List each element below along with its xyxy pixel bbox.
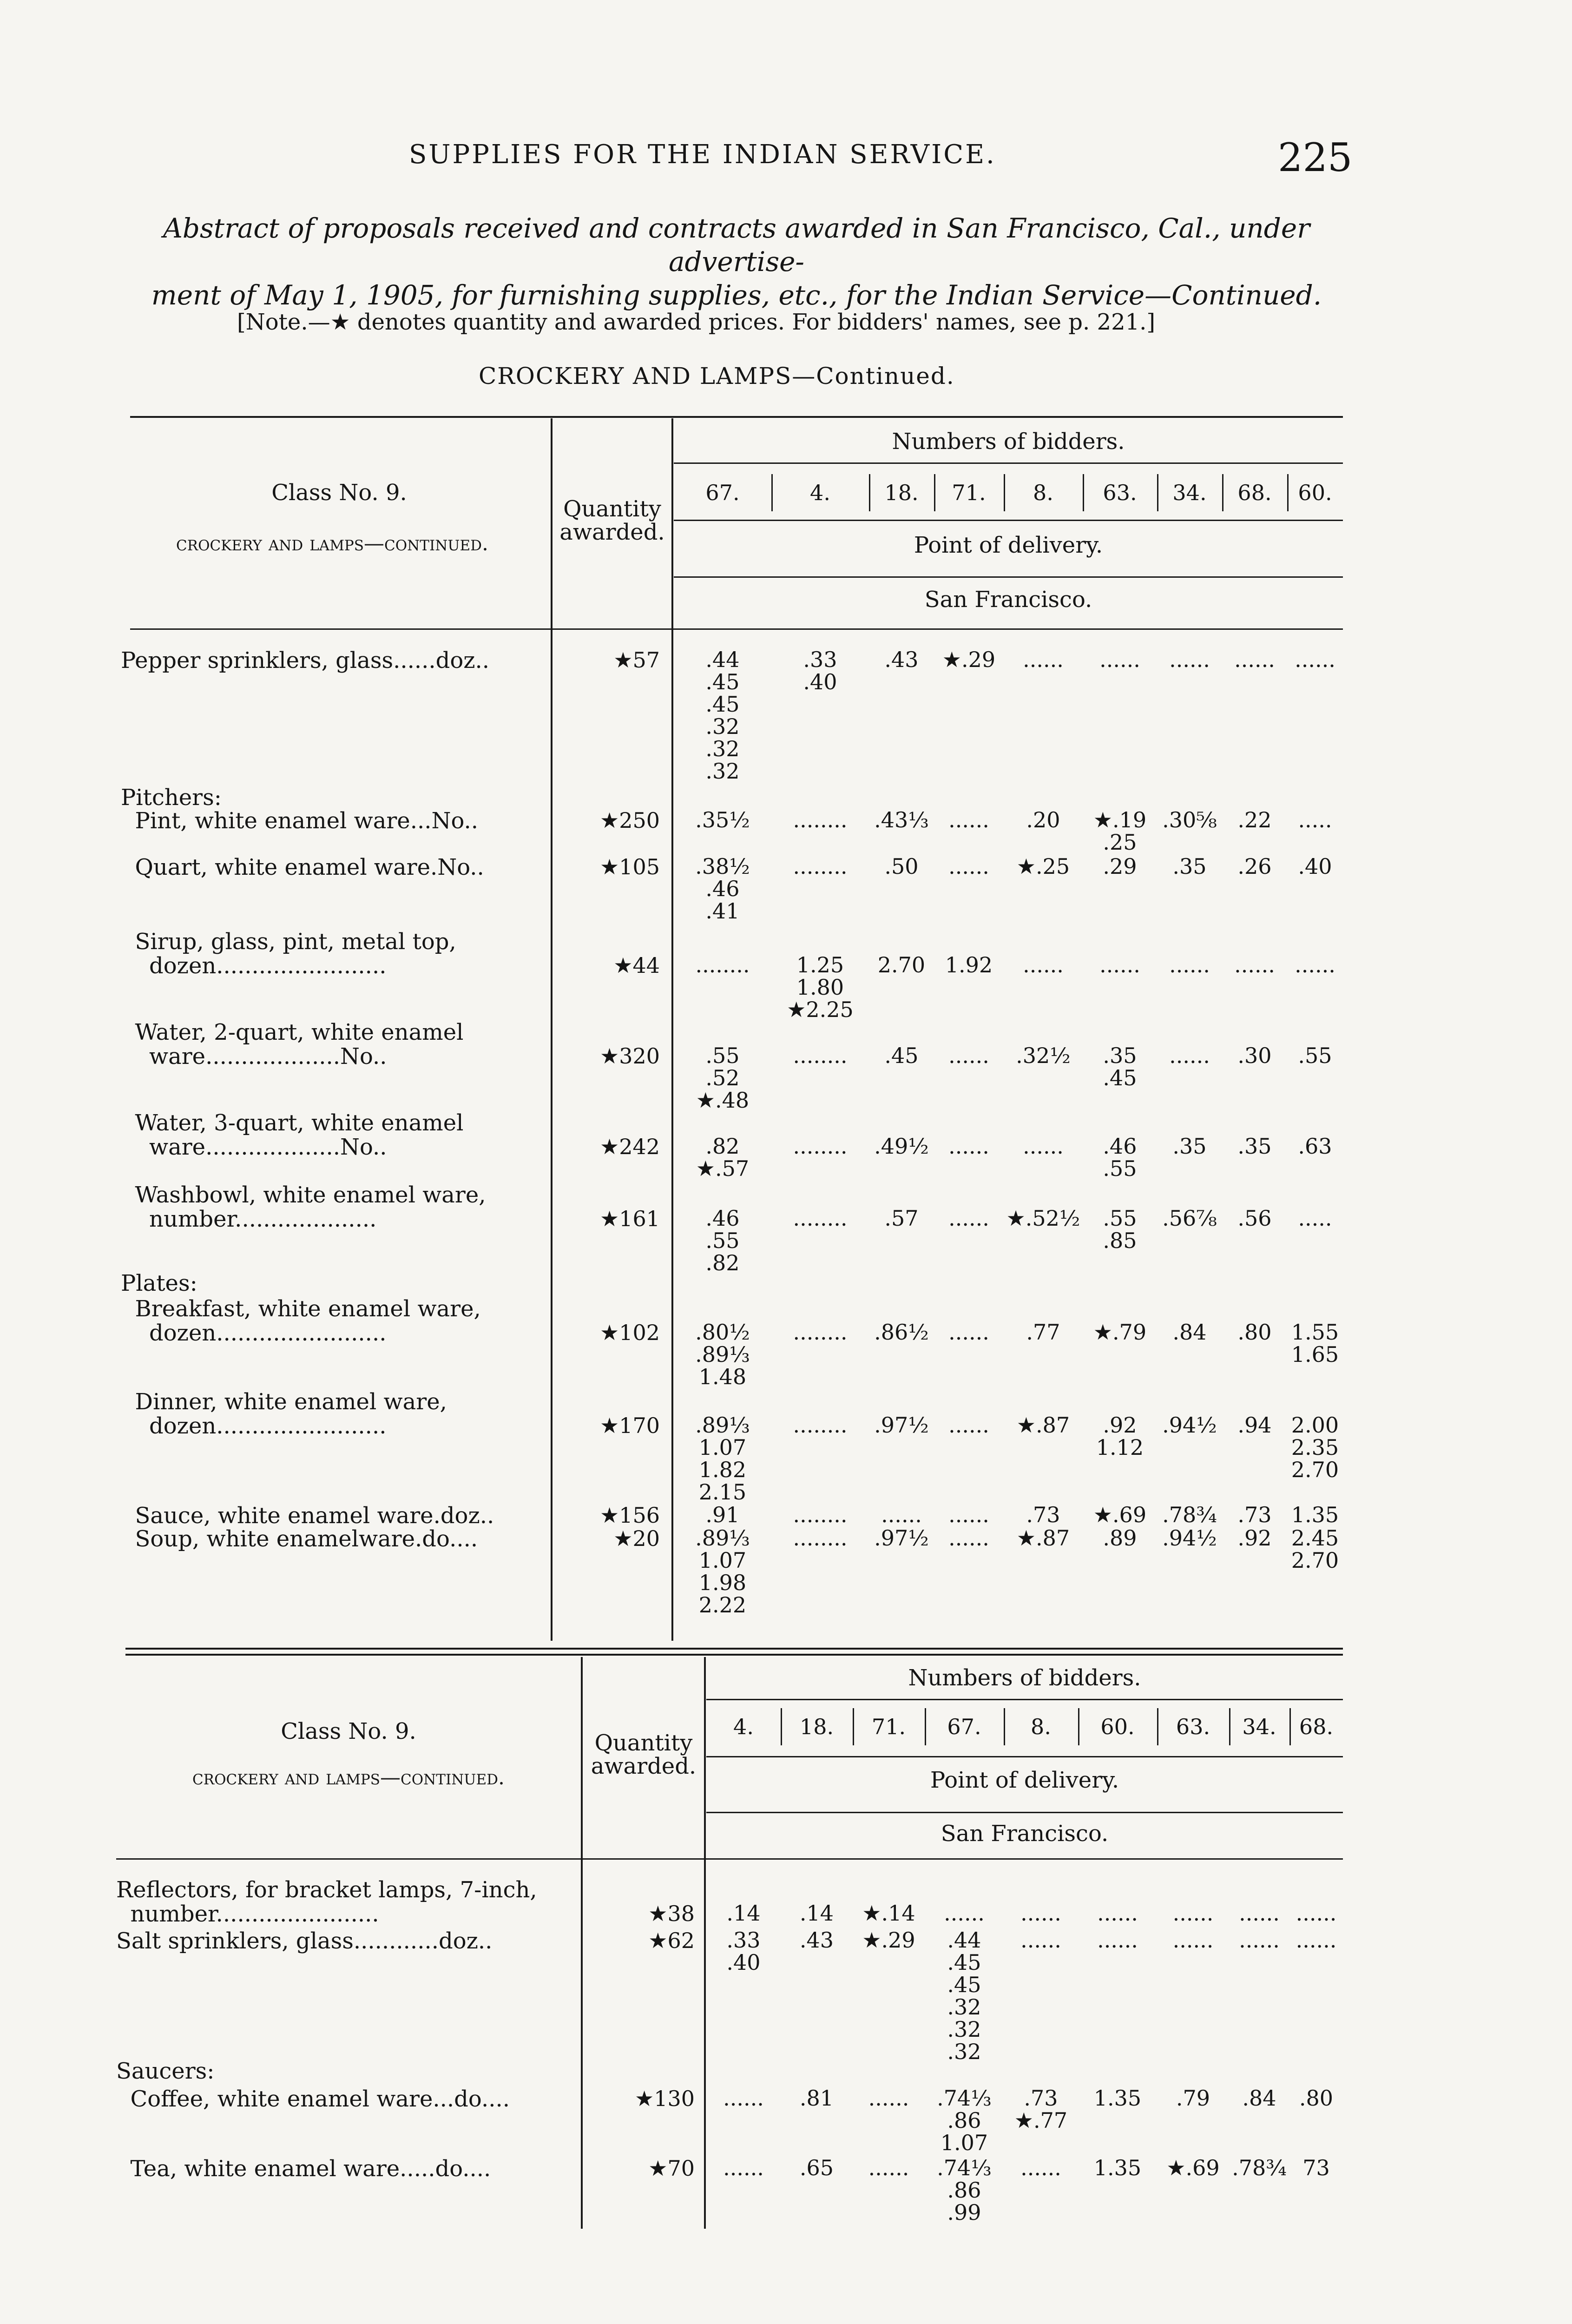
table1-row-label: Water, 2-quart, white enamel ware...................No.. bbox=[135, 1019, 464, 1070]
table1-row-qty: ★320 bbox=[599, 1043, 660, 1069]
table1-cell: ...... bbox=[948, 807, 989, 832]
table2-numbers-rule bbox=[706, 1699, 1343, 1700]
table1-bidder-7: 68. bbox=[1237, 480, 1272, 505]
table1-row-label: Washbowl, white enamel ware, number.................... bbox=[135, 1182, 486, 1232]
table1-row-label: Sirup, glass, pint, metal top, dozen........................ bbox=[135, 929, 456, 979]
table1-cell: .89⅓ 1.07 1.82 2.15 bbox=[695, 1413, 750, 1505]
table2-bidder-2: 71. bbox=[871, 1714, 906, 1739]
table-separator-rule-2 bbox=[125, 1654, 1343, 1656]
table1-cell: .30⅝ bbox=[1162, 807, 1217, 832]
table1-cell: .29 bbox=[1103, 854, 1137, 879]
table2-cell: .84 bbox=[1242, 2086, 1276, 2111]
table1-cell: ★.87 bbox=[1016, 1413, 1070, 1438]
table1-cell: 2.45 2.70 bbox=[1291, 1525, 1339, 1573]
table2-cell: .14 bbox=[799, 1901, 834, 1926]
table1-cell: ...... bbox=[948, 854, 989, 879]
table1-vline-qty bbox=[551, 418, 553, 1641]
table1-delivery-rule bbox=[674, 576, 1343, 578]
note: [Note.—★ denotes quantity and awarded prices. For bidders' names, see p. 221.] bbox=[237, 309, 1156, 335]
table2-cell: ...... bbox=[944, 1901, 985, 1926]
table1-bidder-6: 34. bbox=[1172, 480, 1207, 505]
table2-cell: 1.35 bbox=[1093, 2155, 1142, 2180]
table2-row-label: Saucers: bbox=[116, 2058, 215, 2084]
table1-cell: .35 .45 bbox=[1103, 1043, 1137, 1090]
table1-row-label: Dinner, white enamel ware, dozen........................ bbox=[135, 1389, 447, 1439]
table1-cell: .43 bbox=[884, 647, 919, 672]
table1-cell: .55 .85 bbox=[1103, 1206, 1137, 1253]
table2-cell: .74⅓ .86 1.07 bbox=[937, 2086, 992, 2155]
table1-cell: .56 bbox=[1237, 1206, 1272, 1231]
table2-row-label: Coffee, white enamel ware...do.... bbox=[116, 2086, 510, 2112]
table1-vline-bids bbox=[671, 418, 673, 1641]
table1-cell: .45 bbox=[884, 1043, 919, 1068]
table2-header-rule bbox=[116, 1858, 1343, 1860]
table1-cell: ..... bbox=[1298, 807, 1332, 832]
table1-cell: .40 bbox=[1298, 854, 1332, 879]
table1-cell: .92 1.12 bbox=[1096, 1413, 1144, 1460]
table1-cell: ★.25 bbox=[1016, 854, 1070, 879]
table1-row-qty: ★105 bbox=[599, 854, 660, 879]
table1-cell: ...... bbox=[1023, 647, 1064, 672]
table2-cell: .74⅓ .86 .99 bbox=[937, 2155, 992, 2225]
table1-cell: ★.52½ bbox=[1006, 1206, 1080, 1231]
table2-cell: .80 bbox=[1299, 2086, 1334, 2111]
table2-row-qty: ★70 bbox=[648, 2156, 695, 2181]
table1-bidder-4: 8. bbox=[1033, 480, 1053, 505]
table1-cell: .80 bbox=[1237, 1320, 1272, 1345]
table1-row-label: Pitchers: bbox=[121, 785, 222, 811]
table1-row-qty: ★102 bbox=[599, 1320, 660, 1345]
table1-cell: ........ bbox=[793, 1502, 848, 1527]
table1-cell: ★.29 bbox=[942, 647, 996, 672]
table1-cell: ★.87 bbox=[1016, 1525, 1070, 1551]
table1-row-label: Pint, white enamel ware...No.. bbox=[121, 808, 479, 834]
table2-bidder-5: 60. bbox=[1100, 1714, 1135, 1739]
table1-cell: ...... bbox=[948, 1525, 989, 1551]
table2-cell: 73 bbox=[1302, 2155, 1330, 2180]
table2-delivery-rule bbox=[706, 1812, 1343, 1813]
table2-cell: .78¾ bbox=[1232, 2155, 1287, 2180]
table1-cell: .94½ bbox=[1162, 1413, 1217, 1438]
table2-cell: .79 bbox=[1176, 2086, 1210, 2111]
table2-bidder-6: 63. bbox=[1176, 1714, 1210, 1739]
table2-numbers-header: Numbers of bidders. bbox=[908, 1665, 1141, 1691]
table1-cell: ★.19 .25 bbox=[1093, 807, 1147, 855]
table2-row-label: Salt sprinklers, glass............doz.. bbox=[116, 1928, 493, 1954]
table1-cell: ★.79 bbox=[1093, 1320, 1147, 1345]
table1-cell: .80½ .89⅓ 1.48 bbox=[695, 1320, 750, 1389]
table2-cell: ...... bbox=[723, 2086, 764, 2111]
table2-cell: ...... bbox=[1239, 1928, 1280, 1953]
table1-cell: ...... bbox=[1169, 1043, 1210, 1068]
table1-cell: .77 bbox=[1026, 1320, 1060, 1345]
table1-cell: .38½ .46 .41 bbox=[695, 854, 750, 924]
table1-cell: .92 bbox=[1237, 1525, 1272, 1551]
table2-bidders-rule bbox=[706, 1756, 1343, 1757]
abstract-heading bbox=[118, 211, 1355, 312]
table1-numbers-header: Numbers of bidders. bbox=[892, 429, 1125, 455]
table1-row-label: Sauce, white enamel ware.doz.. bbox=[121, 1503, 494, 1529]
table1-bidder-sep-6 bbox=[1157, 474, 1158, 511]
table2-cell: .44 .45 .45 .32 .32 .32 bbox=[947, 1928, 981, 2064]
abstract-line-2: ment of May 1, 1905, for furnishing supplies, etc., for the Indian Service—Continued. bbox=[151, 279, 1322, 311]
table1-header-rule bbox=[130, 628, 1343, 630]
table1-cell: .56⅞ bbox=[1162, 1206, 1217, 1231]
table1-cell: .22 bbox=[1237, 807, 1272, 832]
table2-bidder-sep-6 bbox=[1157, 1708, 1158, 1745]
table2-bidder-3: 67. bbox=[947, 1714, 981, 1739]
table1-bidder-sep-4 bbox=[1004, 474, 1005, 511]
table1-cell: .89⅓ 1.07 1.98 2.22 bbox=[695, 1525, 750, 1618]
table1-cell: .84 bbox=[1172, 1320, 1207, 1345]
table1-cell: .20 bbox=[1026, 807, 1060, 832]
table2-cell: ...... bbox=[1020, 2155, 1061, 2180]
table2-cell: .65 bbox=[799, 2155, 834, 2180]
table2-row-label: Tea, white enamel ware.....do.... bbox=[116, 2156, 491, 2182]
table1-bidder-sep-8 bbox=[1287, 474, 1289, 511]
table2-cell: .73 ★.77 bbox=[1014, 2086, 1068, 2133]
table2-cell: ...... bbox=[868, 2155, 909, 2180]
table1-cell: ...... bbox=[1169, 647, 1210, 672]
table2-bidder-1: 18. bbox=[799, 1714, 834, 1739]
table1-cell: .30 bbox=[1237, 1043, 1272, 1068]
table1-row-label: Pepper sprinklers, glass......doz.. bbox=[121, 647, 490, 673]
table1-cell: 1.55 1.65 bbox=[1291, 1320, 1339, 1367]
table1-cell: ...... bbox=[1099, 647, 1140, 672]
table1-row-qty: ★57 bbox=[613, 647, 660, 673]
table1-row-qty: ★161 bbox=[599, 1206, 660, 1231]
table1-cell: ........ bbox=[793, 1320, 848, 1345]
table2-bidder-0: 4. bbox=[733, 1714, 754, 1739]
table2-row-label: Reflectors, for bracket lamps, 7-inch, number....................... bbox=[116, 1877, 537, 1927]
table1-cell: ...... bbox=[1169, 952, 1210, 977]
table1-cell: .46 .55 .82 bbox=[705, 1206, 740, 1275]
table1-cell: .86½ bbox=[874, 1320, 929, 1345]
table1-bidders-rule bbox=[674, 520, 1343, 521]
abstract-line-1: Abstract of proposals received and contracts awarded in San Francisco, Cal., under advertise- bbox=[163, 212, 1310, 277]
table1-cell: ...... bbox=[948, 1413, 989, 1438]
table1-cell: ........ bbox=[793, 854, 848, 879]
table2-cell: ★.14 bbox=[862, 1901, 915, 1926]
table2-row-qty: ★130 bbox=[634, 2086, 695, 2111]
table2-cell: ★.29 bbox=[862, 1928, 915, 1953]
table1-cell: ........ bbox=[793, 1043, 848, 1068]
table2-cell: ...... bbox=[1020, 1928, 1061, 1953]
table1-bidder-sep-7 bbox=[1222, 474, 1223, 511]
table1-cell: .49½ bbox=[874, 1134, 929, 1159]
table1-cell: .35 bbox=[1237, 1134, 1272, 1159]
table1-cell: .57 bbox=[884, 1206, 919, 1231]
table1-cell: ...... bbox=[1295, 952, 1335, 977]
table2-vline-bids bbox=[704, 1657, 706, 2229]
table1-cell: 1.35 bbox=[1291, 1502, 1339, 1527]
table2-class-sub: crockery and lamps—continued. bbox=[192, 1766, 505, 1789]
table1-cell: .55 .52 ★.48 bbox=[696, 1043, 750, 1113]
table2-vline-qty bbox=[581, 1657, 583, 2229]
table1-row-label: Quart, white enamel ware.No.. bbox=[121, 854, 484, 880]
table2-bidder-sep-1 bbox=[781, 1708, 782, 1745]
table2-cell: ...... bbox=[1097, 1901, 1138, 1926]
table1-cell: .63 bbox=[1298, 1134, 1332, 1159]
table1-bidder-0: 67. bbox=[705, 480, 740, 505]
table2-bidder-sep-5 bbox=[1078, 1708, 1079, 1745]
table2-cell: ...... bbox=[1020, 1901, 1061, 1926]
table2-bidder-4: 8. bbox=[1031, 1714, 1051, 1739]
table2-cell: ...... bbox=[723, 2155, 764, 2180]
table2-bidder-8: 68. bbox=[1299, 1714, 1334, 1739]
table2-cell: ...... bbox=[1296, 1928, 1337, 1953]
table1-bidder-1: 4. bbox=[810, 480, 830, 505]
table1-cell: ........ bbox=[695, 952, 750, 977]
table2-cell: ...... bbox=[1172, 1901, 1214, 1926]
table2-bidder-sep-2 bbox=[853, 1708, 854, 1745]
table1-cell: ...... bbox=[948, 1134, 989, 1159]
table1-cell: .35½ bbox=[695, 807, 750, 832]
section-title: CROCKERY AND LAMPS—Continued. bbox=[479, 363, 955, 390]
table1-cell: .26 bbox=[1237, 854, 1272, 879]
table2-delivery-place: San Francisco. bbox=[941, 1821, 1109, 1847]
table1-cell: .46 .55 bbox=[1103, 1134, 1137, 1181]
table2-bidder-7: 34. bbox=[1242, 1714, 1276, 1739]
table2-bidder-sep-8 bbox=[1289, 1708, 1291, 1745]
table1-row-qty: ★156 bbox=[599, 1503, 660, 1528]
table2-row-qty: ★38 bbox=[648, 1901, 695, 1926]
table2-qty-header: Quantity awarded. bbox=[591, 1730, 697, 1779]
table1-cell: 1.25 1.80 ★2.25 bbox=[787, 952, 854, 1022]
table1-bidder-sep-2 bbox=[869, 474, 870, 511]
table1-cell: ...... bbox=[948, 1320, 989, 1345]
page-number: 225 bbox=[1278, 135, 1353, 180]
table1-cell: ...... bbox=[948, 1502, 989, 1527]
table1-row-qty: ★250 bbox=[599, 808, 660, 833]
table1-cell: ...... bbox=[1099, 952, 1140, 977]
table2-cell: .43 bbox=[799, 1928, 834, 1953]
table1-cell: ...... bbox=[948, 1206, 989, 1231]
table2-cell: .81 bbox=[799, 2086, 834, 2111]
table1-cell: .35 bbox=[1172, 1134, 1207, 1159]
table1-cell: .55 bbox=[1298, 1043, 1332, 1068]
table1-top-rule bbox=[130, 416, 1343, 418]
table1-delivery-header: Point of delivery. bbox=[914, 532, 1103, 558]
table1-cell: .43⅓ bbox=[874, 807, 929, 832]
table1-row-label: Soup, white enamelware.do.... bbox=[121, 1526, 478, 1552]
table1-class-label: Class No. 9. bbox=[271, 480, 407, 506]
table2-bidder-sep-7 bbox=[1229, 1708, 1230, 1745]
table2-row-qty: ★62 bbox=[648, 1928, 695, 1953]
table1-bidder-sep-1 bbox=[771, 474, 773, 511]
table1-qty-header: Quantity awarded. bbox=[559, 496, 665, 545]
table2-cell: ...... bbox=[1296, 1901, 1337, 1926]
table-separator-rule-1 bbox=[125, 1648, 1343, 1650]
table1-cell: .44 .45 .45 .32 .32 .32 bbox=[705, 647, 740, 784]
table1-cell: 2.00 2.35 2.70 bbox=[1291, 1413, 1339, 1482]
table1-cell: ........ bbox=[793, 1134, 848, 1159]
table2-cell: ★.69 bbox=[1166, 2155, 1220, 2180]
table1-row-label: Plates: bbox=[121, 1270, 197, 1296]
table2-bidder-sep-3 bbox=[925, 1708, 926, 1745]
table1-cell: ...... bbox=[1023, 952, 1064, 977]
table1-bidder-8: 60. bbox=[1298, 480, 1332, 505]
table1-cell: .50 bbox=[884, 854, 919, 879]
table1-cell: ...... bbox=[1295, 647, 1335, 672]
table1-bidder-sep-3 bbox=[934, 474, 935, 511]
table2-cell: ...... bbox=[868, 2086, 909, 2111]
table1-cell: .89 bbox=[1103, 1525, 1137, 1551]
table1-cell: ...... bbox=[948, 1043, 989, 1068]
table1-row-qty: ★170 bbox=[599, 1413, 660, 1438]
table1-cell: .32½ bbox=[1016, 1043, 1071, 1068]
table1-cell: .82 ★.57 bbox=[696, 1134, 750, 1181]
table1-bidder-3: 71. bbox=[952, 480, 986, 505]
table1-cell: .94½ bbox=[1162, 1525, 1217, 1551]
table2-cell: ...... bbox=[1097, 1928, 1138, 1953]
table1-cell: .73 bbox=[1237, 1502, 1272, 1527]
table1-row-label: Breakfast, white enamel ware, dozen........................ bbox=[135, 1296, 481, 1346]
table1-cell: ........ bbox=[793, 1206, 848, 1231]
table1-cell: ........ bbox=[793, 1413, 848, 1438]
table1-cell: ...... bbox=[1234, 952, 1275, 977]
table1-cell: .97½ bbox=[874, 1413, 929, 1438]
table1-bidder-2: 18. bbox=[884, 480, 919, 505]
table1-cell: .94 bbox=[1237, 1413, 1272, 1438]
table1-cell: .91 bbox=[705, 1502, 740, 1527]
table1-cell: ...... bbox=[1023, 1134, 1064, 1159]
table1-cell: .73 bbox=[1026, 1502, 1060, 1527]
table2-cell: ...... bbox=[1172, 1928, 1214, 1953]
table1-bidder-5: 63. bbox=[1103, 480, 1137, 505]
table1-cell: ..... bbox=[1298, 1206, 1332, 1231]
table1-bidder-sep-5 bbox=[1083, 474, 1084, 511]
table1-cell: .33 .40 bbox=[803, 647, 837, 694]
table2-cell: .33 .40 bbox=[726, 1928, 761, 1975]
table2-cell: .14 bbox=[726, 1901, 761, 1926]
table1-cell: ........ bbox=[793, 1525, 848, 1551]
table1-row-qty: ★242 bbox=[599, 1134, 660, 1159]
table1-cell: ...... bbox=[1234, 647, 1275, 672]
table1-cell: 1.92 bbox=[945, 952, 993, 977]
table1-row-qty: ★20 bbox=[613, 1526, 660, 1551]
table1-delivery-place: San Francisco. bbox=[924, 587, 1092, 613]
table1-cell: 2.70 bbox=[877, 952, 926, 977]
table1-class-sub: crockery and lamps—continued. bbox=[176, 532, 488, 555]
running-title: SUPPLIES FOR THE INDIAN SERVICE. bbox=[409, 139, 996, 170]
table2-class-label: Class No. 9. bbox=[281, 1718, 416, 1744]
table2-bidder-sep-4 bbox=[1004, 1708, 1005, 1745]
table1-numbers-rule bbox=[674, 462, 1343, 464]
table1-cell: ...... bbox=[881, 1502, 922, 1527]
table1-cell: .97½ bbox=[874, 1525, 929, 1551]
table1-row-qty: ★44 bbox=[613, 953, 660, 978]
table1-cell: .35 bbox=[1172, 854, 1207, 879]
table2-cell: ...... bbox=[1239, 1901, 1280, 1926]
table1-cell: .78¾ bbox=[1162, 1502, 1217, 1527]
table2-cell: 1.35 bbox=[1093, 2086, 1142, 2111]
table1-cell: ★.69 bbox=[1093, 1502, 1147, 1527]
table2-delivery-header: Point of delivery. bbox=[930, 1767, 1119, 1793]
table1-cell: ........ bbox=[793, 807, 848, 832]
table1-row-label: Water, 3-quart, white enamel ware...................No.. bbox=[135, 1110, 464, 1160]
